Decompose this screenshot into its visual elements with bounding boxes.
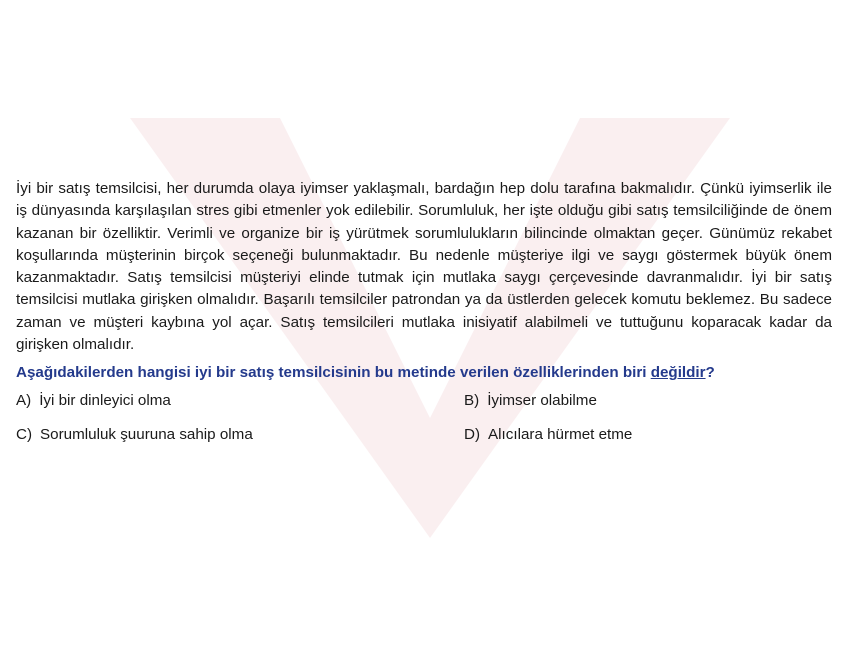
reading-passage: İyi bir satış temsilcisi, her durumda olaya iyimser yaklaşmalı, bardağın hep dolu tarafına bakmalıdır. Çünkü iyimserlik ile iş dünyasında karşılaşılan stres gibi etmenler yok edilebilir. Sorumluluk, her işte olduğu gibi satış temsilciliğinde de önem kazanan bir özelliktir. Verimli ve organize bir iş yürütmek sorumlulukların bilincinde olmaktan geçer. Günümüz rekabet koşullarında müşterinin birçok seçeneği bulunmaktadır. Bu nedenle müşteriye ilgi ve saygı göstermek büyük önem kazanmaktadır. Satış temsilcisi müşteriyi elinde tutmak için mutlaka saygı çerçevesinde davranmalıdır. İyi bir satış temsilcisi mutlaka girişken olmalıdır. Başarılı temsilciler patrondan ya da üstlerden gelecek komutu beklemez. Bu sadece zaman ve müşteri kaybına yol açar. Satış temsilcileri mutlaka inisiyatif alabilmeli ve tuttuğunu koparacak kadar da girişken olmalıdır. <box>16 180 832 354</box>
option-letter: D) <box>464 426 481 444</box>
question-block <box>16 178 832 446</box>
answer-options <box>16 390 832 446</box>
option-b[interactable] <box>464 390 832 412</box>
question-text: Aşağıdakilerden hangisi iyi bir satış temsilcisinin bu metinde verilen özelliklerinden biri <box>16 364 651 382</box>
option-a[interactable] <box>16 390 464 412</box>
option-d[interactable] <box>464 424 832 446</box>
option-text: İyimser olabilme <box>487 392 597 410</box>
question-stem <box>16 362 832 384</box>
question-negation: değildir <box>650 364 706 382</box>
question-mark: ? <box>705 364 715 382</box>
option-letter: B) <box>464 392 480 410</box>
option-letter: A) <box>16 392 32 410</box>
option-text: İyi bir dinleyici olma <box>39 392 171 410</box>
option-c[interactable] <box>16 424 464 446</box>
option-text: Alıcılara hürmet etme <box>488 426 633 444</box>
option-letter: C) <box>16 426 33 444</box>
option-text: Sorumluluk şuuruna sahip olma <box>40 426 253 444</box>
